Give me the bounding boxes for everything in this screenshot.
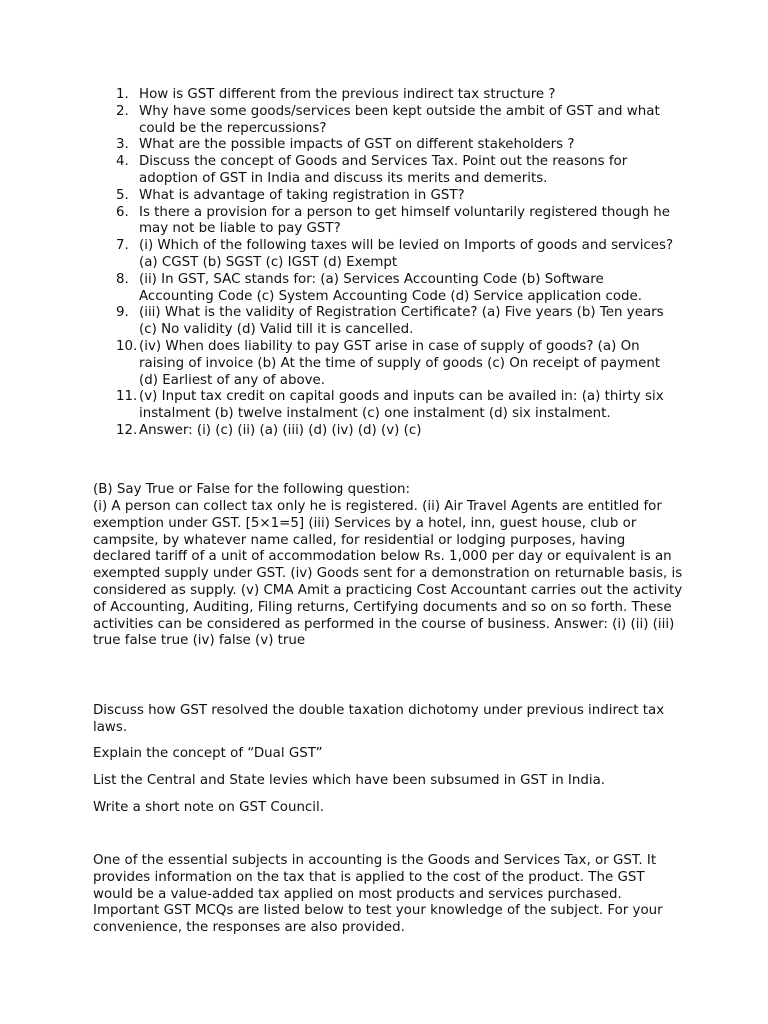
- discussion-question: Discuss how GST resolved the double taxation dichotomy under previous indirect tax laws.: [93, 703, 665, 735]
- question-item: [116, 339, 676, 389]
- question-number: 6.: [116, 204, 129, 220]
- question-number: 12.: [116, 422, 138, 438]
- question-item: [116, 137, 676, 154]
- question-number: 9.: [116, 305, 129, 321]
- question-item: [116, 87, 676, 104]
- discussion-question: List the Central and State levies which have been subsumed in GST in India.: [93, 773, 606, 788]
- question-text: (iv) When does liability to pay GST arise in case of supply of goods? (a) On raising of invoice (b) At the time of supply of goods (c) On receipt of payment (d) Earliest of any of above.: [139, 338, 661, 388]
- question-text: (ii) In GST, SAC stands for: (a) Services Accounting Code (b) Software Accounting Code (c) System Accounting Code (d) Service application code.: [139, 271, 643, 304]
- question-text: (iii) What is the validity of Registration Certificate? (a) Five years (b) Ten years (c) No validity (d) Valid till it is cancelled.: [139, 305, 664, 338]
- question-item: [116, 272, 676, 306]
- question-text: What are the possible impacts of GST on different stakeholders ?: [139, 137, 575, 153]
- question-item: [116, 423, 676, 440]
- question-item: [116, 104, 676, 138]
- question-item: [116, 188, 676, 205]
- true-false-body: (i) A person can collect tax only he is registered. (ii) Air Travel Agents are entitled for exemption under GST. [5×1=5] (iii) Services by a hotel, inn, guest house, club or campsite, by whatever name called, for residential or lodging purposes, having declared tariff of a unit of accommodation below Rs. 1,000 per day or equivalent is an exempted supply under GST. (iv) Goods sent for a demonstration on returnable basis, is considered as supply. (v) CMA Amit a practicing Cost Accountant carries out the activity of Accounting, Auditing, Filing returns, Certifying documents and so on so forth. These activities can be considered as performed in the course of business. Answer: (i) (ii) (iii) true false true (iv) false (v) true: [93, 499, 683, 649]
- question-text: What is advantage of taking registration in GST?: [139, 187, 465, 203]
- question-item: [116, 238, 676, 272]
- discussion-question: Explain the concept of “Dual GST”: [93, 746, 323, 761]
- question-number: 8.: [116, 271, 129, 287]
- question-number: 7.: [116, 238, 129, 254]
- closing-paragraph: One of the essential subjects in accounting is the Goods and Services Tax, or GST. It provides information on the tax that is applied to the cost of the product. The GST would be a value-added tax applied on most products and services purchased. Important GST MCQs are listed below to test your knowledge of the subject. For your convenience, the responses are also provided.: [93, 853, 663, 936]
- question-item: [116, 305, 676, 339]
- question-number: 4.: [116, 154, 129, 170]
- question-number: 5.: [116, 187, 129, 203]
- question-number: 2.: [116, 103, 129, 119]
- question-number: 3.: [116, 137, 129, 153]
- question-number: 1.: [116, 87, 129, 102]
- question-item: [116, 389, 676, 423]
- question-item: [116, 154, 676, 188]
- discussion-question: Write a short note on GST Council.: [93, 800, 324, 815]
- question-text: (v) Input tax credit on capital goods and inputs can be availed in: (a) thirty six instalment (b) twelve instalment (c) one instalment (d) six instalment.: [139, 389, 664, 422]
- question-text: Is there a provision for a person to get himself voluntarily registered though he may not be liable to pay GST?: [139, 204, 671, 237]
- question-text: (i) Which of the following taxes will be levied on Imports of goods and services? (a) CGST (b) SGST (c) IGST (d) Exempt: [139, 238, 674, 270]
- question-list: [116, 87, 676, 440]
- question-text: Why have some goods/services been kept outside the ambit of GST and what could be the repercussions?: [139, 103, 660, 136]
- true-false-heading: (B) Say True or False for the following question:: [93, 482, 411, 497]
- question-item: [116, 205, 676, 239]
- question-text: Answer: (i) (c) (ii) (a) (iii) (d) (iv) (d) (v) (c): [139, 422, 422, 438]
- question-text: How is GST different from the previous indirect tax structure ?: [139, 87, 556, 102]
- question-number: 10.: [116, 338, 138, 354]
- question-text: Discuss the concept of Goods and Services Tax. Point out the reasons for adoption of GST in India and discuss its merits and demerits.: [139, 154, 628, 186]
- question-number: 11.: [116, 389, 138, 405]
